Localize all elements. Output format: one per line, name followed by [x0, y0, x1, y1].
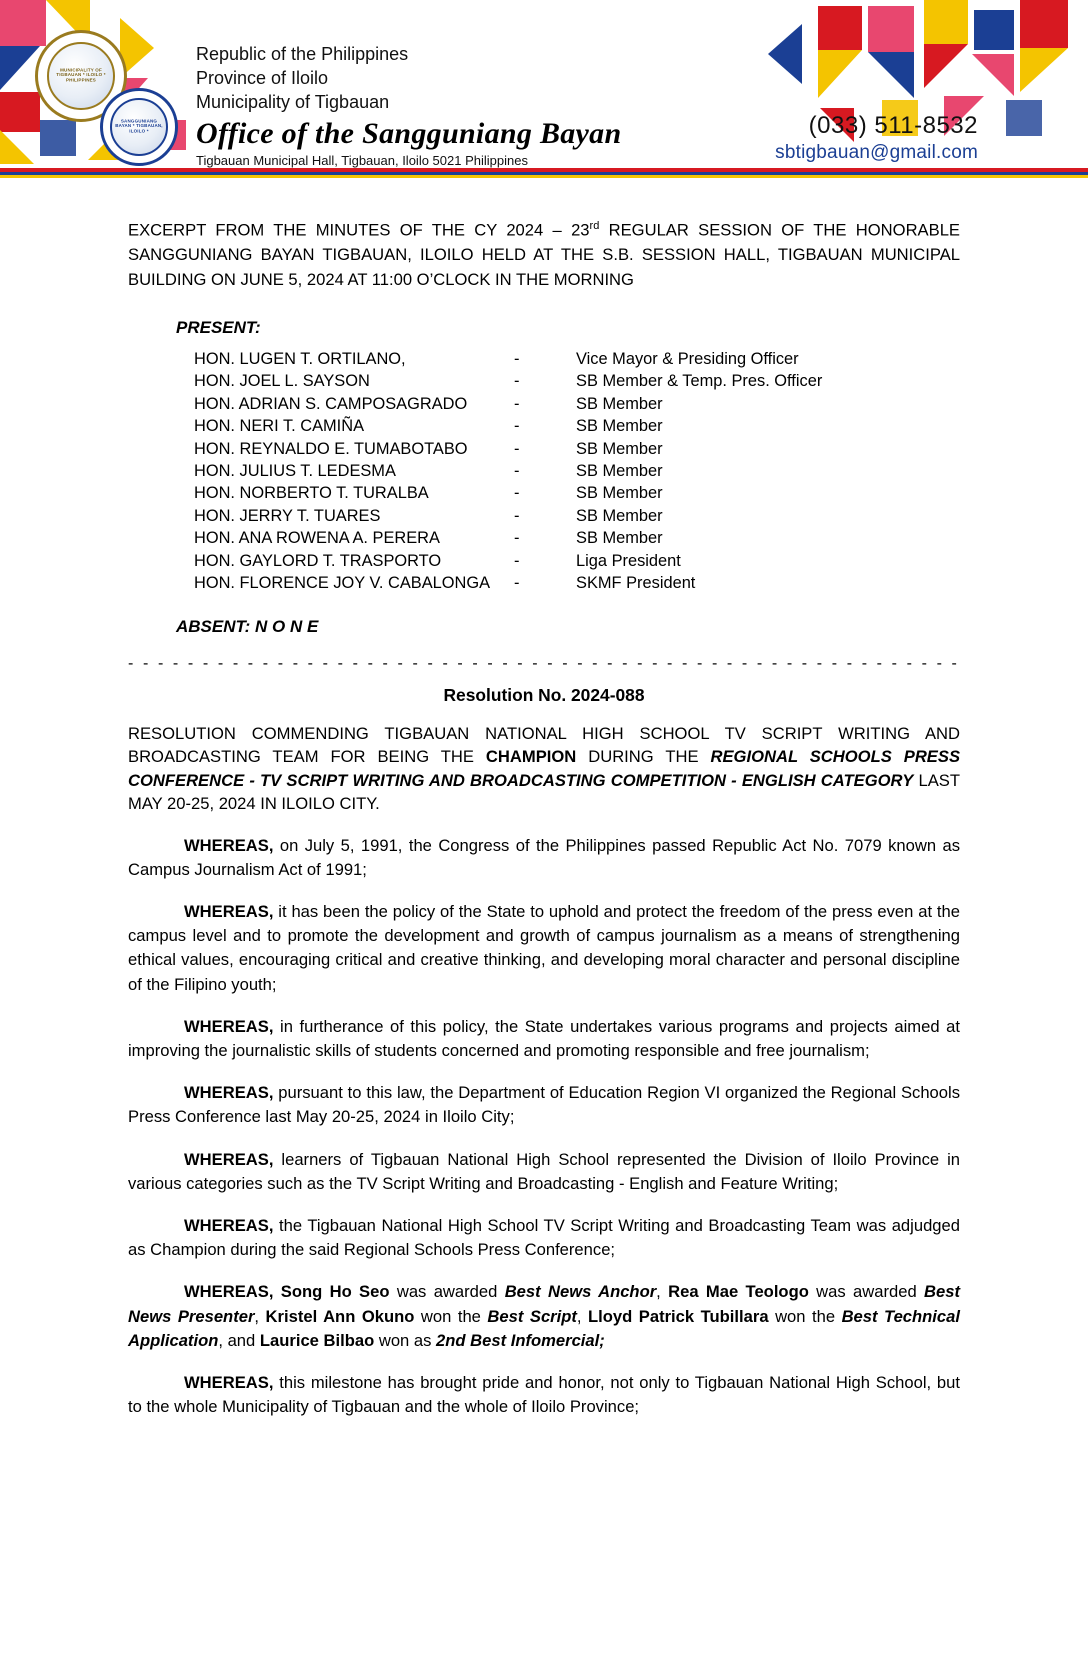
clause-lead: WHEREAS, — [184, 1149, 274, 1169]
table-row — [194, 482, 822, 504]
excerpt-ordinal-suffix: rd — [589, 220, 600, 232]
award-best-technical-application: Best Technical Application — [128, 1306, 960, 1350]
attendee-role: SB Member — [576, 506, 663, 525]
attendee-dash: - — [514, 417, 520, 436]
awards-t7: won the — [768, 1306, 842, 1326]
clause-whereas-final — [128, 1371, 960, 1419]
clause-lead: WHEREAS, — [184, 1083, 274, 1103]
awards-t4: , — [254, 1306, 266, 1326]
awardee-kristel-ann-okuno: Kristel Ann Okuno — [265, 1306, 415, 1326]
attendee-name: HON. NERI T. CAMIÑA — [194, 417, 364, 436]
attendee-name: HON. ADRIAN S. CAMPOSAGRADO — [194, 394, 468, 413]
letterhead-line-republic: Republic of the Philippines — [196, 44, 409, 64]
clause-lead: WHEREAS, — [184, 901, 274, 921]
awards-t2: , — [656, 1282, 669, 1302]
attendee-role: SB Member — [576, 484, 663, 503]
document-body — [0, 178, 1088, 1419]
attendee-role: SKMF President — [576, 574, 696, 593]
sangguniang-bayan-seal-text: SANGGUNIANG BAYAN * TIGBAUAN, ILOILO * — [115, 119, 163, 134]
award-best-news-presenter: Best News Presenter — [128, 1282, 961, 1326]
table-row — [194, 415, 822, 437]
resolution-number: Resolution No. 2024-088 — [443, 684, 645, 705]
attendee-name: HON. JERRY T. TUARES — [194, 506, 381, 525]
excerpt-heading — [128, 214, 960, 292]
present-label: PRESENT: — [176, 318, 261, 338]
awards-t8: , and — [218, 1330, 260, 1350]
letterhead-phone: (033) 511-8532 — [808, 112, 978, 139]
clause-text: in furtherance of this policy, the State undertakes various programs and projects aimed at improving the journalistic skills of students concerned and promoting responsible and free journalism; — [128, 1016, 960, 1060]
attendee-dash: - — [514, 484, 520, 503]
clause-text: on July 5, 1991, the Congress of the Philippines passed Republic Act No. 7079 known as Campus Journalism Act of 1991; — [128, 835, 960, 879]
table-row — [194, 460, 822, 482]
letterhead-office-name: Office of the Sangguniang Bayan — [196, 117, 622, 150]
award-best-script: Best Script — [487, 1306, 577, 1326]
clause-text: pursuant to this law, the Department of Education Region VI organized the Regional Schools Press Conference last May 20-25, 2024 in Iloilo City; — [128, 1083, 960, 1127]
clause-lead: WHEREAS, — [184, 1372, 274, 1392]
attendee-role: SB Member — [576, 462, 663, 481]
letterhead-line-municipality: Municipality of Tigbauan — [196, 92, 390, 112]
table-row — [194, 370, 822, 392]
clause-text: the Tigbauan National High School TV Script Writing and Broadcasting Team was adjudged as Champion during the said Regional Schools Press Conference; — [128, 1215, 960, 1260]
clause-lead: WHEREAS, — [184, 1215, 274, 1235]
letterhead-rule-lines — [0, 168, 1088, 178]
attendee-role: SB Member — [576, 439, 663, 458]
awards-t5: won the — [414, 1306, 488, 1326]
letterhead-address: Tigbauan Municipal Hall, Tigbauan, Iloilo 5021 Philippines — [196, 153, 528, 168]
clause-whereas-4 — [128, 1081, 960, 1129]
letterhead-email: sbtigbauan@gmail.com — [775, 142, 978, 163]
table-row — [194, 438, 822, 460]
award-2nd-best-infomercial: 2nd Best Infomercial; — [436, 1330, 605, 1350]
attendee-dash: - — [514, 350, 520, 369]
attendee-name: HON. NORBERTO T. TURALBA — [194, 484, 429, 503]
awards-t6: , — [576, 1306, 589, 1326]
awards-t1: was awarded — [389, 1282, 505, 1302]
table-row — [194, 393, 822, 415]
awards-lead: WHEREAS, Song Ho Seo — [184, 1282, 390, 1302]
attendee-role: SB Member — [576, 417, 663, 436]
attendee-name: HON. JULIUS T. LEDESMA — [194, 462, 396, 481]
resolution-title-part1: RESOLUTION COMMENDING TIGBAUAN NATIONAL HIGH SCHOOL TV SCRIPT WRITING AND BROADCASTING TEAM FOR BEING THE — [128, 723, 960, 766]
excerpt-text-part2: REGULAR SESSION OF THE HONORABLE SANGGUNIANG BAYAN TIGBAUAN, ILOILO HELD AT THE S.B. SESSION HALL, TIGBAUAN MUNICIPAL BUILDING ON JUNE 5, 2024 AT 11:00 O’CLOCK IN THE MORNING — [128, 220, 960, 289]
awardee-laurice-bilbao: Laurice Bilbao — [259, 1330, 375, 1350]
letterhead-titles — [196, 42, 621, 169]
attendee-dash: - — [514, 506, 520, 525]
letterhead-line-province: Province of Iloilo — [196, 68, 329, 88]
awardee-lloyd-patrick-tubillara: Lloyd Patrick Tubillara — [588, 1306, 769, 1326]
attendee-role: Vice Mayor & Presiding Officer — [576, 350, 799, 369]
awards-t3: was awarded — [808, 1282, 925, 1302]
resolution-title-part2: DURING THE — [576, 747, 711, 766]
letterhead-contact — [775, 112, 978, 164]
clause-whereas-awards — [128, 1280, 960, 1353]
table-row — [194, 505, 822, 527]
clause-text: learners of Tigbauan National High School represented the Division of Iloilo Province in various categories such as the TV Script Writing and Broadcasting - English and Feature Writing; — [128, 1149, 960, 1193]
attendee-name: HON. REYNALDO E. TUMABOTABO — [194, 439, 468, 458]
municipality-seal-text: MUNICIPALITY OF TIGBAUAN * ILOILO * PHILIPPINES — [56, 68, 106, 83]
attendee-role: SB Member — [576, 394, 663, 413]
table-row — [194, 550, 822, 572]
attendee-dash: - — [514, 394, 520, 413]
absent-label: ABSENT: N O N E — [176, 616, 319, 636]
attendee-name: HON. FLORENCE JOY V. CABALONGA — [194, 574, 491, 593]
attendee-dash: - — [514, 372, 520, 391]
clause-whereas-2 — [128, 900, 960, 997]
clause-whereas-3 — [128, 1015, 960, 1063]
table-row — [194, 572, 822, 594]
award-best-news-anchor: Best News Anchor — [504, 1282, 657, 1302]
resolution-title — [128, 722, 960, 816]
attendee-dash: - — [514, 551, 520, 570]
attendee-dash: - — [514, 529, 520, 548]
awards-t9: won as — [374, 1330, 437, 1350]
awardee-rea-mae-teologo: Rea Mae Teologo — [668, 1282, 809, 1302]
attendee-name: HON. ANA ROWENA A. PERERA — [194, 529, 440, 548]
clause-whereas-6 — [128, 1214, 960, 1262]
letterhead — [0, 0, 1088, 178]
resolution-title-champion: CHAMPION — [485, 747, 577, 766]
resolution-title-competition: REGIONAL SCHOOLS PRESS CONFERENCE - TV SCRIPT WRITING AND BROADCASTING COMPETITION - ENGLISH CATEGORY — [128, 747, 961, 790]
excerpt-text-part1: EXCERPT FROM THE MINUTES OF THE CY 2024 – 23 — [128, 220, 590, 240]
attendee-dash: - — [514, 574, 520, 593]
attendee-name: HON. GAYLORD T. TRASPORTO — [194, 551, 442, 570]
clause-whereas-5 — [128, 1148, 960, 1196]
attendee-name: HON. LUGEN T. ORTILANO, — [194, 350, 406, 369]
attendee-dash: - — [514, 462, 520, 481]
attendee-dash: - — [514, 439, 520, 458]
attendance-table — [194, 348, 822, 594]
attendee-role: Liga President — [576, 551, 681, 570]
attendee-role: SB Member & Temp. Pres. Officer — [576, 372, 823, 391]
attendee-role: SB Member — [576, 529, 663, 548]
sangguniang-bayan-seal-icon — [100, 88, 178, 166]
attendee-name: HON. JOEL L. SAYSON — [194, 372, 370, 391]
clause-text: it has been the policy of the State to uphold and protect the freedom of the press even at the campus level and to promote the development and growth of campus journalism as a means of strengthening ethical values, encouraging critical and creative thinking, and developing moral character and personal discipline of the Filipino youth; — [128, 901, 960, 994]
resolution-title-part3: LAST MAY 20-25, 2024 IN ILOILO CITY. — [128, 770, 960, 813]
clause-lead: WHEREAS, — [184, 835, 274, 855]
table-row — [194, 527, 822, 549]
clause-whereas-1 — [128, 834, 960, 882]
clause-text: this milestone has brought pride and honor, not only to Tigbauan National High School, but to the whole Municipality of Tigbauan and the whole of Iloilo Province; — [128, 1372, 960, 1417]
table-row — [194, 348, 822, 370]
section-divider: - - - - - - - - - - - - - - - - - - - - - - - - - - - - - - - - - - - - - - - - - - - - - - - - - - - - - - - - — [128, 654, 960, 672]
clause-lead: WHEREAS, — [184, 1016, 274, 1036]
